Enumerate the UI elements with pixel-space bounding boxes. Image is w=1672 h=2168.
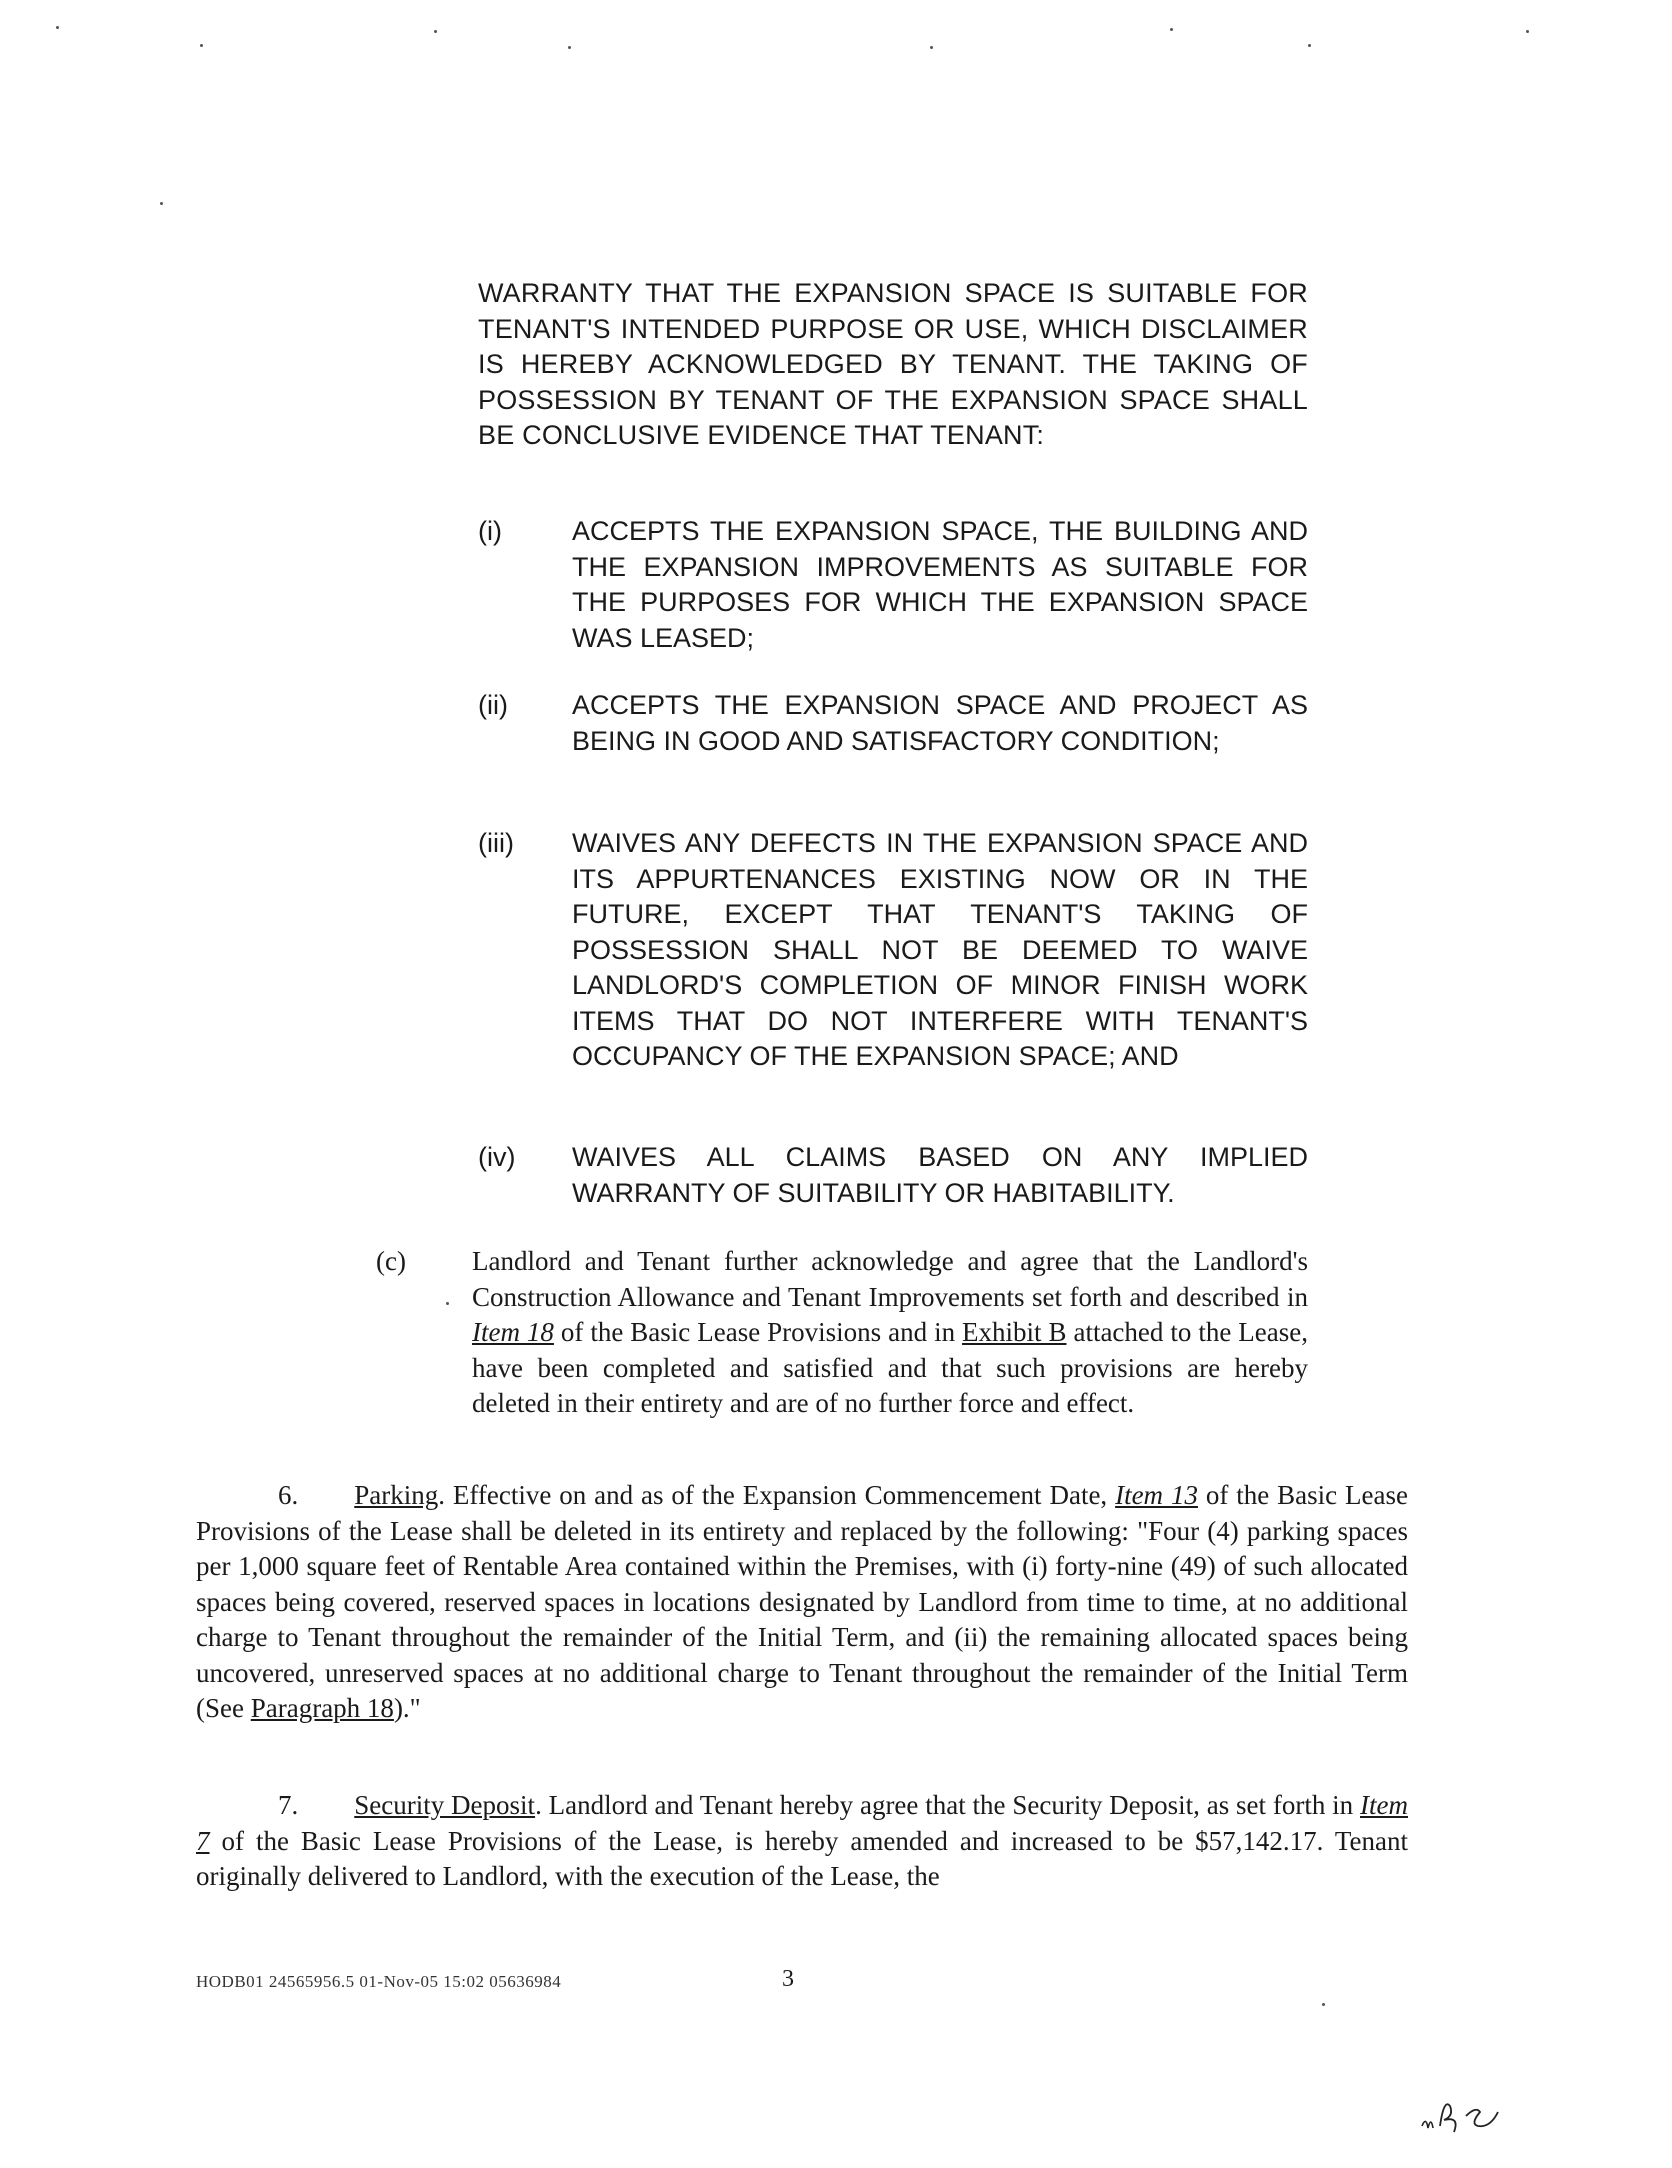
disclaimer-caps-paragraph: [478, 276, 1308, 454]
item-18-reference: Item 18: [472, 1317, 554, 1347]
text-run: Landlord and Tenant further acknowledge and agree that the Landlord's Construction Allowance and Tenant Improvements set forth and described in: [472, 1246, 1308, 1312]
item-13-reference: Item 13: [1115, 1480, 1198, 1510]
scan-speck: [446, 1302, 449, 1305]
scan-speck: [434, 30, 437, 33]
scan-speck: [1170, 28, 1173, 31]
scan-speck: [930, 46, 933, 49]
handwritten-initials: [1418, 2086, 1508, 2146]
paragraph-heading: Security Deposit: [354, 1790, 536, 1820]
list-item-number: (i): [478, 516, 502, 546]
item-7-reference: Item 7: [196, 1790, 1408, 1856]
paragraph-number: 7.: [278, 1790, 299, 1820]
paragraph-6-parking: [196, 1478, 1408, 1727]
text-run: ).": [393, 1693, 421, 1723]
paragraph-18-reference: Paragraph 18: [250, 1693, 394, 1723]
disclaimer-text: WARRANTY THAT THE EXPANSION SPACE IS SUITABLE FOR TENANT'S INTENDED PURPOSE OR USE, WHICH DISCLAIMER IS HEREBY ACKNOWLEDGED BY TENANT. THE TAKING OF POSSESSION BY TENANT OF THE EXPANSION SPACE SHALL BE CONCLUSIVE EVIDENCE THAT TENANT:: [478, 278, 1308, 450]
footer-document-id: HODB01 24565956.5 01-Nov-05 15:02 05636984: [196, 1972, 562, 1991]
text-run: attached to the Lease, have been completed and satisfied and that such provisions are hereby deleted in their entirety and are of no further force and effect.: [472, 1317, 1308, 1418]
text-run: . Effective on and as of the Expansion Commencement Date,: [438, 1480, 1116, 1510]
scan-speck: [160, 202, 163, 205]
list-item-text: WAIVES ANY DEFECTS IN THE EXPANSION SPACE AND ITS APPURTENANCES EXISTING NOW OR IN THE FUTURE, EXCEPT THAT TENANT'S TAKING OF POSSESSION SHALL NOT BE DEEMED TO WAIVE LANDLORD'S COMPLETION OF MINOR FINISH WORK ITEMS THAT DO NOT INTERFERE WITH TENANT'S OCCUPANCY OF THE EXPANSION SPACE; AND: [572, 828, 1308, 1071]
scan-speck: [568, 46, 571, 49]
subsection-number: (c): [376, 1246, 406, 1276]
scan-speck: [1526, 30, 1529, 33]
paragraph-7-security-deposit: [196, 1788, 1408, 1895]
text-run: of the Basic Lease Provisions and in: [553, 1317, 963, 1347]
scan-speck: [56, 26, 59, 29]
scan-speck: [200, 44, 203, 47]
list-item-text: ACCEPTS THE EXPANSION SPACE, THE BUILDING AND THE EXPANSION IMPROVEMENTS AS SUITABLE FOR THE PURPOSES FOR WHICH THE EXPANSION SPACE WAS LEASED;: [572, 516, 1308, 653]
list-item-text: ACCEPTS THE EXPANSION SPACE AND PROJECT AS BEING IN GOOD AND SATISFACTORY CONDITION;: [572, 690, 1308, 756]
text-run: . Landlord and Tenant hereby agree that the Security Deposit, as set forth in: [535, 1790, 1361, 1820]
list-item-number: (iv): [478, 1142, 516, 1172]
list-item-number: (iii): [478, 828, 514, 858]
subsection-text: [472, 1244, 1308, 1422]
paragraph-heading: Parking: [354, 1480, 439, 1510]
list-item-text: WAIVES ALL CLAIMS BASED ON ANY IMPLIED WARRANTY OF SUITABILITY OR HABITABILITY.: [572, 1142, 1308, 1208]
scan-speck: [1322, 2003, 1325, 2006]
paragraph-number: 6.: [278, 1480, 299, 1510]
exhibit-b-reference: Exhibit B: [962, 1317, 1067, 1347]
text-run: of the Basic Lease Provisions of the Lease shall be deleted in its entirety and replaced by the following: "Four (4) parking spaces per 1,000 square feet of Rentable Area contained within the Premises, with (i) forty-nine (49) of such allocated spaces being covered, reserved spaces in locations designated by Landlord from time to time, at no additional charge to Tenant throughout the remainder of the Initial Term, and (ii) the remaining allocated spaces being uncovered, unreserved spaces at no additional charge to Tenant throughout the remainder of the Initial Term (See: [196, 1480, 1408, 1723]
text-run: of the Basic Lease Provisions of the Lease, is hereby amended and increased to be $57,142.17. Tenant originally delivered to Landlord, with the execution of the Lease, the: [196, 1825, 1408, 1891]
page-number: 3: [782, 1966, 794, 1992]
scan-speck: [1308, 44, 1311, 47]
list-item-number: (ii): [478, 690, 508, 720]
